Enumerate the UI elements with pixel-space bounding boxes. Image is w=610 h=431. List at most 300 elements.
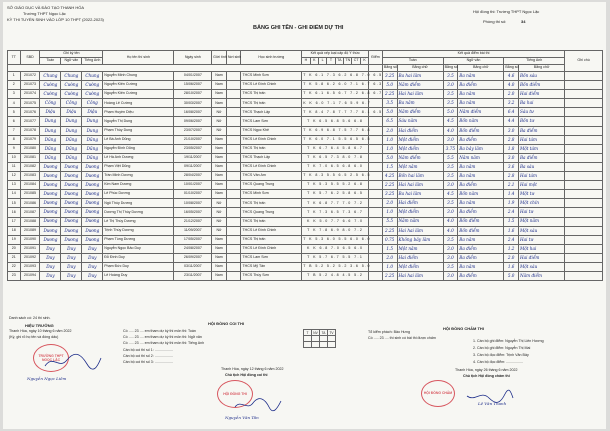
cell-score-words: Ba bảy lăm: [458, 144, 504, 153]
cell-score-number: 3.5: [382, 99, 397, 108]
cell-gender: Nữ: [212, 117, 227, 126]
cell-tt: 6: [8, 117, 21, 126]
cell-tt: 4: [8, 99, 21, 108]
cell-tt: 8: [8, 135, 21, 144]
cell-note: [565, 144, 603, 153]
col-bang-so-2: Bằng số: [443, 65, 458, 72]
council-chair-name: Nguyễn Văn Tân: [225, 415, 259, 420]
cell-tt: 9: [8, 144, 21, 153]
mini-header-cell: NV: [313, 330, 318, 335]
cell-tt: 10: [8, 153, 21, 162]
cell-sbd: 201086: [20, 199, 40, 208]
cell-score-number: 1.2: [504, 244, 519, 253]
council-line-6: Cán bộ coi thi số 3: ..................: [123, 360, 173, 364]
table-row: [8, 172, 603, 181]
cell-birthplace: [226, 126, 241, 135]
col-bang-chu-1: Bằng chữ: [397, 65, 443, 72]
cell-diem: [369, 199, 383, 208]
cell-school: THCS Thị trấn: [241, 217, 302, 226]
principal-stamp: TRƯỜNG THPT NGỌC LẶC: [33, 344, 69, 372]
cell-score-words: Ba năm: [397, 99, 443, 108]
cell-note: [565, 226, 603, 235]
cell-sign-van: Dương: [61, 162, 82, 171]
cell-score-number: 2.25: [382, 272, 397, 281]
cell-sbd: 201085: [20, 190, 40, 199]
cell-dob: 10/08/2007: [174, 199, 212, 208]
table-row: [8, 181, 603, 190]
cell-dob: 16/05/2007: [174, 208, 212, 217]
room-label: Phòng thi số:: [483, 19, 507, 24]
cell-score-number: 3.0: [443, 253, 458, 262]
table-row: [8, 272, 603, 281]
cell-name: Nguyễn Đình Dũng: [103, 144, 174, 153]
cell-score-words: Hai điểm: [397, 253, 443, 262]
cell-sign-toan: Dương: [40, 217, 61, 226]
header-spacer: [8, 65, 369, 72]
cell-score-number: 2.4: [504, 235, 519, 244]
cell-tt: 5: [8, 108, 21, 117]
cell-dob: 28/04/2007: [174, 172, 212, 181]
cell-score-words: Ba năm: [458, 262, 504, 271]
cell-note: [565, 208, 603, 217]
cell-score-words: Một điểm: [397, 208, 443, 217]
cell-score-words: Ba năm: [458, 72, 504, 81]
cell-score-number: 3.5: [443, 90, 458, 99]
table-row: [8, 126, 603, 135]
cell-score-number: 3.5: [443, 262, 458, 271]
cell-score-number: 3.5: [443, 72, 458, 81]
cell-sbd: 201088: [20, 217, 40, 226]
cell-birthplace: [226, 272, 241, 281]
col-birthplace: Nơi sinh: [226, 51, 241, 65]
table-row: [8, 153, 603, 162]
cell-tt: 3: [8, 90, 21, 99]
cell-sign-toan: Dũng: [40, 153, 61, 162]
cell-sbd: 201077: [20, 117, 40, 126]
cell-score-words: Bốn tư: [518, 117, 564, 126]
cell-name: Lê Bá Anh Dũng: [103, 135, 174, 144]
cell-school: THCS Lê Đình Chinh: [241, 226, 302, 235]
cell-sign-van: Dương: [61, 226, 82, 235]
cell-sign-anh: Dương: [82, 217, 103, 226]
grading-line-2: Có ..... 23 .... thí sinh có bài thi được chấm: [368, 336, 436, 340]
cell-score-words: Ba điểm: [458, 135, 504, 144]
col-tn: TN: [344, 58, 352, 65]
cell-score-number: 3.5: [443, 172, 458, 181]
cell-sbd: 201072: [20, 72, 40, 81]
cell-score-words: Ba hai lăm: [397, 190, 443, 199]
council-stamp: HỘI ĐỒNG THI: [217, 380, 253, 408]
cell-sign-van: Dương: [61, 208, 82, 217]
cell-diem: [369, 272, 383, 281]
cell-sign-van: Dương: [61, 217, 82, 226]
principal-name: Nguyễn Ngọc Liêm: [27, 376, 67, 381]
cell-birthplace: [226, 262, 241, 271]
cell-name: Nguyễn Kiên Cường: [103, 81, 174, 90]
cell-score-number: 5.0: [382, 153, 397, 162]
cell-sign-van: Chung: [61, 72, 82, 81]
cell-score-words: Sáu tư: [518, 108, 564, 117]
cell-sign-anh: Dương: [82, 181, 103, 190]
cell-score-words: Hai điểm: [518, 90, 564, 99]
cell-grades: T K 6.7 6.4 5.8 6.7: [302, 144, 369, 153]
cell-gender: Nữ: [212, 217, 227, 226]
score-table: [7, 50, 603, 281]
cell-sign-toan: Cường: [40, 81, 61, 90]
cell-score-number: 2.0: [504, 90, 519, 99]
cell-grades: T K 5.8 6.2 6.0 7.1 6.7 6.3: [302, 81, 369, 90]
cell-gender: Nam: [212, 272, 227, 281]
council-mini-table: [303, 329, 336, 348]
council-title: HỘI ĐỒNG COI THI: [208, 321, 244, 326]
cell-note: [565, 153, 603, 162]
cell-score-words: Ba năm: [458, 99, 504, 108]
cell-score-number: 2.8: [504, 135, 519, 144]
cell-grades: T K 5.7 6.7 5.5 7.1: [302, 253, 369, 262]
cell-score-number: 1.0: [382, 135, 397, 144]
cell-grades: T K 7.3 6.5 7.3 6.7: [302, 208, 369, 217]
cell-birthplace: [226, 117, 241, 126]
cell-dob: 28/10/2007: [174, 90, 212, 99]
table-row: [8, 244, 603, 253]
cell-school: THCS Thị trấn: [241, 90, 302, 99]
cell-dob: 15/06/2007: [174, 81, 212, 90]
cell-score-number: 3.75: [443, 144, 458, 153]
cell-grades: T K 6.5 6.8 5.6 6.8: [302, 117, 369, 126]
cell-score-words: Ba năm: [458, 172, 504, 181]
cell-score-words: Hai tám: [518, 135, 564, 144]
cell-note: [565, 72, 603, 81]
cell-sbd: 201081: [20, 153, 40, 162]
cell-sbd: 201073: [20, 81, 40, 90]
table-row: [8, 135, 603, 144]
cell-dob: 26/09/2007: [174, 253, 212, 262]
cell-gender: Nam: [212, 99, 227, 108]
cell-score-words: Một tám: [518, 144, 564, 153]
cell-sign-van: Dương: [61, 172, 82, 181]
col-score-anh: Tiếng Anh: [504, 58, 565, 65]
cell-name: Dương Thị Thùy Dương: [103, 208, 174, 217]
cell-name: Nguyễn Minh Chung: [103, 72, 174, 81]
cell-name: Trần Minh Dương: [103, 172, 174, 181]
cell-note: [565, 135, 603, 144]
col-ta: TA: [335, 58, 343, 65]
council-label: Hội đồng thi: Trường THPT Ngọc Lặc: [473, 9, 540, 14]
cell-score-words: Bốn điểm: [458, 126, 504, 135]
cell-score-number: 6.5: [382, 117, 397, 126]
cell-grades: T K 8.3 5.5 6.5 2.5 6.5: [302, 172, 369, 181]
cell-score-number: 0.75: [382, 235, 397, 244]
col-bang-so-3: Bằng số: [504, 65, 519, 72]
cell-school: THCS Mỹ Tân: [241, 262, 302, 271]
cell-score-number: 3.0: [443, 272, 458, 281]
col-anh: Tiếng Anh: [82, 58, 103, 65]
cell-score-words: Hai một: [518, 181, 564, 190]
cell-score-number: 3.0: [504, 153, 519, 162]
cell-birthplace: [226, 144, 241, 153]
cell-school: THCS Quang Trung: [241, 181, 302, 190]
cell-name: Ngô Thùy Dương: [103, 199, 174, 208]
cell-score-words: Bốn điểm: [458, 217, 504, 226]
cell-school: THCS Quang Trung: [241, 208, 302, 217]
table-row: [8, 117, 603, 126]
cell-score-number: 4.0: [443, 217, 458, 226]
cell-tt: 12: [8, 172, 21, 181]
cell-score-words: Một tư: [518, 190, 564, 199]
cell-name: Phạm Huyền Diệu: [103, 108, 174, 117]
cell-diem: [369, 181, 383, 190]
cell-name: Lê Phúc Dương: [103, 190, 174, 199]
cell-score-number: 3.5: [443, 99, 458, 108]
cell-sign-toan: Diệu: [40, 108, 61, 117]
grading-chair: Chủ tịch Hội đồng chấm thi: [463, 374, 510, 378]
cell-score-words: Không bảy lăm: [397, 235, 443, 244]
exam-sheet: [3, 2, 606, 429]
council-chair: Chủ tịch Hội đồng coi thi: [225, 373, 268, 377]
principal-title: HIỆU TRƯỞNG: [25, 323, 54, 328]
cell-sbd: 201090: [20, 235, 40, 244]
mini-header-cell: T: [304, 330, 312, 336]
cell-dob: 24/08/2007: [174, 244, 212, 253]
cell-diem: [369, 244, 383, 253]
cell-dob: 16/08/2007: [174, 108, 212, 117]
cell-note: [565, 199, 603, 208]
cell-school: THCS Thúy Sơn: [241, 272, 302, 281]
cell-score-number: 3.5: [443, 235, 458, 244]
cell-birthplace: [226, 226, 241, 235]
cell-score-words: Sáu năm: [397, 117, 443, 126]
cell-diem: [369, 208, 383, 217]
cell-grades: T K 5.3 6.0 5.5 6.0 6.0: [302, 235, 369, 244]
cell-sbd: 201083: [20, 172, 40, 181]
cell-diem: [369, 226, 383, 235]
cell-gender: Nữ: [212, 199, 227, 208]
cell-gender: Nam: [212, 181, 227, 190]
col-ct: CT: [352, 58, 360, 65]
table-row: [8, 144, 603, 153]
cell-score-number: 2.0: [382, 199, 397, 208]
cell-tt: 20: [8, 244, 21, 253]
cell-school: THCS Lê Đình Chinh: [241, 81, 302, 90]
cell-name: Phạm Đức Duy: [103, 262, 174, 271]
cell-score-words: Một năm: [397, 162, 443, 171]
cell-score-number: 3.0: [443, 181, 458, 190]
cell-note: [565, 235, 603, 244]
cell-birthplace: [226, 181, 241, 190]
cell-school: THCS Thạch Lập: [241, 108, 302, 117]
cell-score-words: Ba điểm: [458, 181, 504, 190]
col-h: H: [302, 58, 310, 65]
cell-sbd: 201084: [20, 181, 40, 190]
cell-sign-toan: Dương: [40, 226, 61, 235]
cell-score-words: Ba hai: [518, 99, 564, 108]
cell-note: [565, 99, 603, 108]
cell-sign-anh: Diệu: [82, 108, 103, 117]
page-title: BẢNG GHI TÊN - GHI ĐIỂM DỰ THI: [253, 25, 344, 31]
cell-score-number: 5.0: [382, 81, 397, 90]
cell-diem: [369, 144, 383, 153]
cell-sign-anh: Duy: [82, 272, 103, 281]
cell-tt: 13: [8, 181, 21, 190]
cell-tt: 18: [8, 226, 21, 235]
cell-sbd: 201075: [20, 99, 40, 108]
cell-grades: T B 5.2 4.8 4.5 5.2: [302, 272, 369, 281]
council-line-2: Có ..... 23 .... em tham dự kỳ thi môn thi: Ngữ văn: [123, 335, 202, 339]
table-row: [8, 90, 603, 99]
cell-sign-van: Diệu: [61, 108, 82, 117]
grading-line-1: Tổ kiểm phách: Bảo Hưng: [368, 330, 410, 334]
cell-sign-toan: Dương: [40, 172, 61, 181]
cell-school: THCS Lam Sơn: [241, 253, 302, 262]
cell-sbd: 201087: [20, 208, 40, 217]
cell-gender: Nữ: [212, 226, 227, 235]
cell-note: [565, 108, 603, 117]
cell-sign-toan: Dung: [40, 126, 61, 135]
col-bang-chu-3: Bằng chữ: [518, 65, 564, 72]
cell-score-words: Hai hai lăm: [397, 272, 443, 281]
cell-sbd: 201093: [20, 262, 40, 271]
cell-note: [565, 126, 603, 135]
cell-tt: 7: [8, 126, 21, 135]
col-k: K: [310, 58, 318, 65]
cell-dob: 21/12/2007: [174, 217, 212, 226]
cell-gender: Nam: [212, 235, 227, 244]
cell-grades: T K 6.8 7.7 7.0 7.2: [302, 199, 369, 208]
cell-grades: T K 6.5 7.3 8.0 7.8: [302, 153, 369, 162]
cell-score-number: 1.5: [504, 217, 519, 226]
cell-school: THCS Vân Am: [241, 172, 302, 181]
cell-sign-van: Dương: [61, 190, 82, 199]
cell-score-number: 5.0: [382, 108, 397, 117]
cell-tt: 23: [8, 272, 21, 281]
grading-date: Thanh Hóa, ngày 26 tháng 6 năm 2022: [455, 368, 518, 372]
cell-note: [565, 81, 603, 90]
table-row: [8, 199, 603, 208]
col-gender: Giới tính: [212, 51, 227, 65]
cell-dob: 04/01/2007: [174, 72, 212, 81]
mini-header-cell: TV: [329, 330, 334, 335]
cell-school: THCS Thị trấn: [241, 199, 302, 208]
cell-score-words: Ba năm: [458, 235, 504, 244]
cell-dob: 23/07/2007: [174, 126, 212, 135]
col-bang-chu-2: Bằng chữ: [458, 65, 504, 72]
cell-sign-van: Dương: [61, 181, 82, 190]
cell-diem: [369, 117, 383, 126]
cell-sign-van: Dương: [61, 235, 82, 244]
cell-score-number: 3.0: [443, 81, 458, 90]
cell-sbd: 201094: [20, 272, 40, 281]
dept-name: SỞ GIÁO DỤC VÀ ĐÀO TẠO THANH HÓA: [7, 5, 85, 10]
cell-dob: 03/11/2007: [174, 262, 212, 271]
cell-name: Phạm Thùy Dung: [103, 126, 174, 135]
col-score-group: Kết quả điểm bài thi: [382, 51, 564, 58]
col-name: Họ tên thí sinh: [103, 51, 174, 65]
cell-sbd: 201082: [20, 162, 40, 171]
grading-line-4: 2. Cán bộ ghi điểm: Nguyễn Thị Mai: [473, 346, 531, 350]
cell-grades: T K 6.9 6.8 7.5 7.7 6.8: [302, 126, 369, 135]
cell-diem: [369, 162, 383, 171]
cell-score-number: 1.4: [504, 190, 519, 199]
cell-sign-anh: Duy: [82, 244, 103, 253]
cell-dob: 11/09/2007: [174, 226, 212, 235]
cell-school: THCS Lam Sơn: [241, 117, 302, 126]
col-spacer-diem: [369, 65, 383, 72]
cell-diem: [369, 253, 383, 262]
cell-score-words: Ba điểm: [458, 81, 504, 90]
cell-score-number: 2.1: [504, 181, 519, 190]
cell-score-number: 4.25: [382, 172, 397, 181]
cell-score-words: Hai hai lăm: [397, 90, 443, 99]
cell-grades: T K 5.7 6.2 5.8 6.5: [302, 190, 369, 199]
table-row: [8, 217, 603, 226]
cell-score-words: Hai tư: [518, 235, 564, 244]
cell-score-number: 1.5: [382, 244, 397, 253]
cell-tt: 21: [8, 253, 21, 262]
cell-sign-van: Cường: [61, 90, 82, 99]
count-note: Danh sách có: 24 thí sinh.: [9, 316, 51, 320]
cell-score-number: 5.0: [443, 108, 458, 117]
cell-score-words: Hai điểm: [397, 199, 443, 208]
cell-name: Hoàng Lê Cường: [103, 99, 174, 108]
cell-name: Phạm Việt Dũng: [103, 162, 174, 171]
cell-note: [565, 190, 603, 199]
cell-score-words: Năm điểm: [397, 108, 443, 117]
mini-header-cell: TA: [320, 330, 328, 336]
cell-dob: 19/11/2007: [174, 153, 212, 162]
cell-gender: Nữ: [212, 208, 227, 217]
cell-tt: 14: [8, 190, 21, 199]
grading-signature: [465, 388, 515, 404]
cell-score-words: Một chín: [518, 199, 564, 208]
cell-score-words: Ba điểm: [458, 253, 504, 262]
cell-score-number: 6.4: [504, 108, 519, 117]
cell-birthplace: [226, 99, 241, 108]
cell-score-number: 3.0: [504, 126, 519, 135]
cell-score-number: 1.6: [504, 226, 519, 235]
cell-grades: K K 5.0 7.7 6.6 7.0: [302, 217, 369, 226]
cell-school: THCS Thạch Lập: [241, 153, 302, 162]
cell-note: [565, 217, 603, 226]
cell-sbd: 201080: [20, 144, 40, 153]
cell-score-number: 2.4: [504, 208, 519, 217]
cell-score-number: 1.9: [504, 199, 519, 208]
cell-name: Lê Hoàng Duy: [103, 272, 174, 281]
cell-name: Nguyễn Thị Dung: [103, 117, 174, 126]
room-value: 34: [521, 19, 526, 24]
cell-gender: Nữ: [212, 108, 227, 117]
cell-sign-toan: Cường: [40, 90, 61, 99]
col-score-van: Ngữ văn: [443, 58, 504, 65]
cell-tt: 16: [8, 208, 21, 217]
cell-score-words: Một hai: [518, 244, 564, 253]
cell-score-number: 3.25: [382, 72, 397, 81]
cell-gender: Nam: [212, 162, 227, 171]
cell-grades: T K 7.0 6.5 6.8 6.0: [302, 162, 369, 171]
cell-sbd: 201078: [20, 126, 40, 135]
cell-note: [565, 181, 603, 190]
cell-name: Lê Thị Thùy Dương: [103, 217, 174, 226]
cell-score-number: 4.6: [504, 72, 519, 81]
cell-sign-toan: Chung: [40, 72, 61, 81]
cell-name: Kim Nam Dương: [103, 181, 174, 190]
cell-sbd: 201091: [20, 244, 40, 253]
cell-birthplace: [226, 108, 241, 117]
cell-score-number: 4.5: [443, 190, 458, 199]
col-sign-group: Ghi ký tên: [40, 51, 103, 58]
cell-sign-toan: Dương: [40, 208, 61, 217]
cell-score-number: 3.6: [504, 162, 519, 171]
cell-dob: 01/10/2007: [174, 190, 212, 199]
